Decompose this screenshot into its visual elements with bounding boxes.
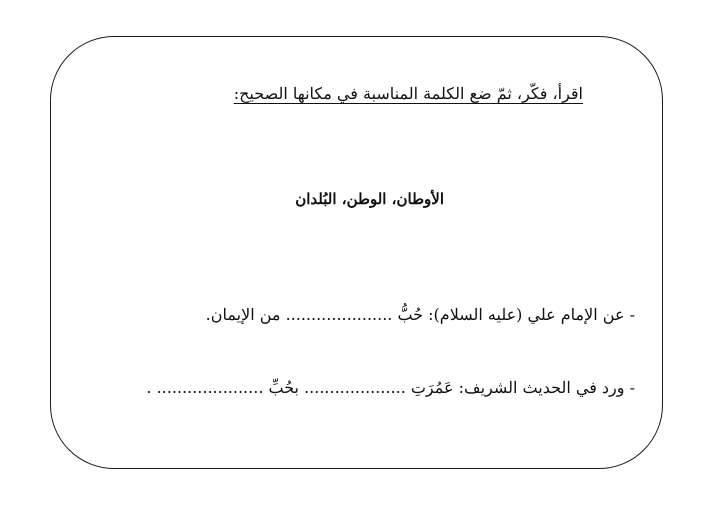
instruction-text: اقرأ، فكّر، ثمّ ضع الكلمة المناسبة في مكانها الصحيح: (233, 84, 583, 103)
sentence-1: - عن الإمام علي (عليه السلام): حُبُّ ..................... من الإيمان. (205, 305, 635, 324)
sentence-2: - ورد في الحديث الشريف: عَمُرَتِ .................... بحُبِّ ..................... . (146, 378, 635, 397)
word-bank: الأوطان، الوطن، البُلدان (295, 190, 444, 208)
